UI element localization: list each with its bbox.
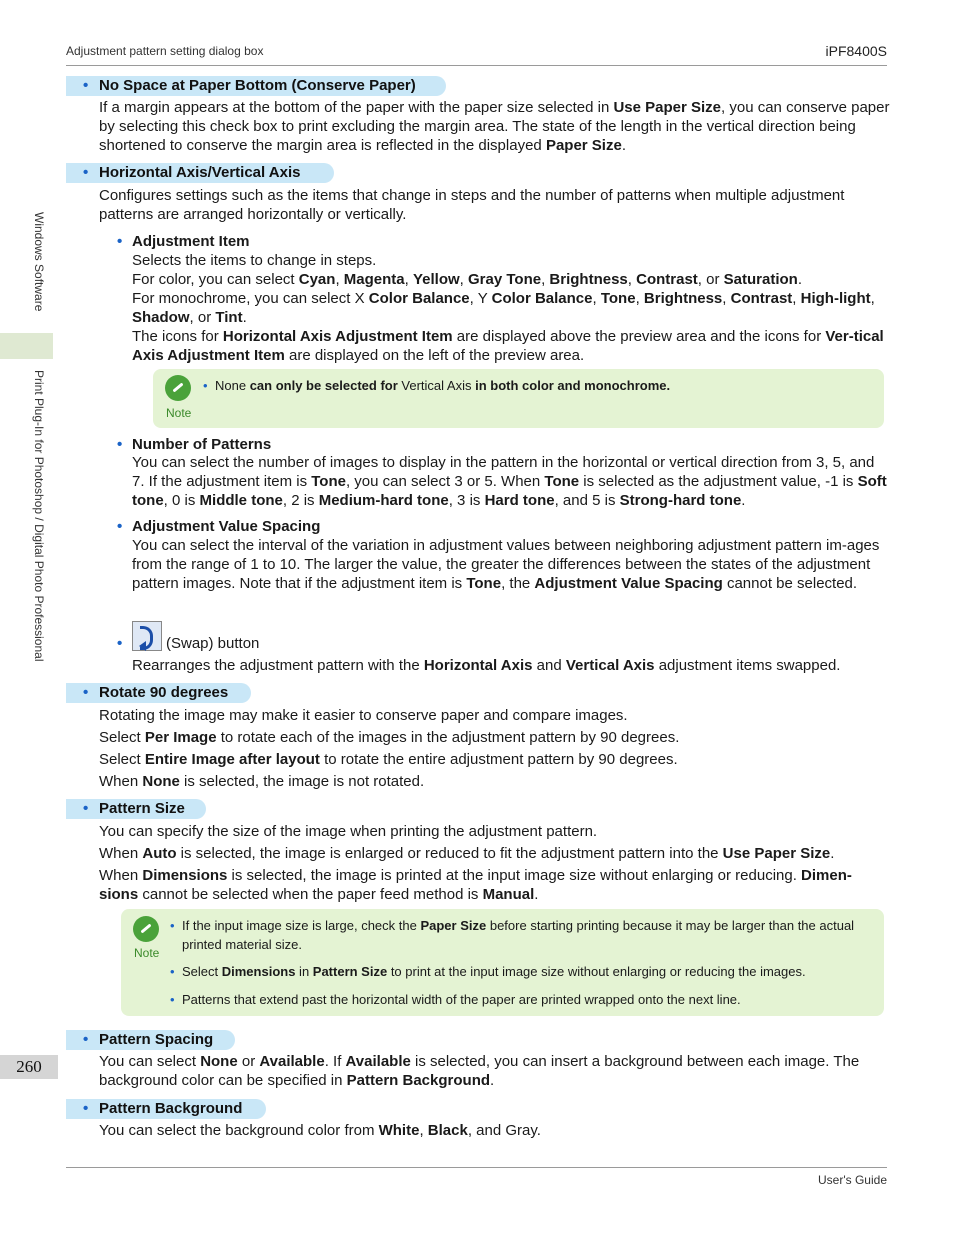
bold-term: Pattern Background	[346, 1072, 491, 1089]
running-header-model: iPF8400S	[825, 43, 887, 59]
bold-term: Paper Size	[420, 918, 487, 933]
note-item-1: • If the input image size is large, check the Paper Size before starting printing because it may be larger than the actual printed material size.	[170, 918, 855, 952]
bold-term: Contrast	[636, 271, 698, 288]
pattern-spacing-description: You can select None or Available. If Available is selected, you can insert a background between each image. The background color can be specified in Pattern Background.	[99, 1053, 860, 1089]
bold-term: Paper Size	[545, 137, 622, 154]
bold-term: Yellow	[412, 271, 460, 288]
bold-term: Brightness	[549, 271, 628, 288]
bold-term: Use Paper Size	[722, 845, 831, 862]
bold-term: Tone	[544, 473, 580, 490]
note-label: Note	[166, 406, 192, 420]
bold-term: Dimensions	[221, 964, 296, 979]
side-tab-chapter: Print Plug-In for Photoshop / Digital Photo Professional	[32, 370, 46, 662]
bold-term: Middle tone	[199, 492, 283, 509]
adjustment-value-spacing-description: You can select the interval of the variation in adjustment values between neighboring adjustment pattern im-ages from the range of 1 to 10. The larger the value, the greater the differences between the states of the adjustment pattern images. Note that if the adjustment item is Tone, the Adjustment Value Spacing cannot be selected.	[132, 537, 880, 592]
note-box-adjustment-item	[153, 369, 884, 428]
bold-term: Black	[427, 1122, 468, 1139]
bold-term: None	[200, 1053, 238, 1070]
bullet-icon: •	[170, 964, 175, 979]
bold-term: Tint	[215, 309, 243, 326]
bold-term: Pattern Size	[312, 964, 388, 979]
header-rule	[66, 65, 887, 66]
bullet-icon: •	[83, 164, 89, 181]
section-heading-pattern-spacing: • Pattern Spacing	[66, 1030, 235, 1050]
bold-term: Ver-tical Axis Adjustment Item	[132, 328, 884, 364]
bold-term: Entire Image after layout	[144, 751, 320, 768]
section-heading-axis: • Horizontal Axis/Vertical Axis	[66, 163, 334, 183]
bold-term: can only be selected for	[246, 378, 402, 393]
side-tab-section: Windows Software	[32, 212, 46, 312]
bullet-icon: •	[83, 800, 89, 817]
bold-term: Dimensions	[142, 867, 228, 884]
rotate-description-3: Select Entire Image after layout to rotate the entire adjustment pattern by 90 degrees.	[99, 751, 678, 768]
axis-description: Configures settings such as the items that change in steps and the number of patterns when multiple adjustment patterns are arranged horizontally or vertically.	[99, 187, 845, 223]
number-of-patterns-description: You can select the number of images to display in the pattern in the horizontal or vertical direction from 3, 5, and 7. If the adjustment item is Tone, you can select 3 or 5. When Tone is selected as the adjustment value, -1 is Soft tone, 0 is Middle tone, 2 is Medium-hard tone, 3 is Hard tone, and 5 is Strong-hard tone.	[132, 454, 887, 509]
bullet-icon: •	[117, 233, 123, 250]
bold-term: Soft tone	[132, 473, 887, 509]
swap-icon	[132, 621, 162, 651]
page-number: 260	[0, 1055, 58, 1079]
note-item-2: • Select Dimensions in Pattern Size to print at the input image size without enlarging or reducing the images.	[170, 964, 806, 979]
bullet-icon: •	[170, 918, 175, 933]
bullet-icon: •	[117, 635, 123, 652]
bold-term: Color Balance	[368, 290, 470, 307]
bold-term: Contrast	[730, 290, 793, 307]
note-box-pattern-size	[121, 909, 884, 1016]
bold-term: Adjustment Value Spacing	[534, 575, 723, 592]
bold-term: None	[142, 773, 180, 790]
bold-term: Medium-hard tone	[318, 492, 449, 509]
section-heading-pattern-size: • Pattern Size	[66, 799, 206, 819]
pattern-size-description-2: When Auto is selected, the image is enlarged or reduced to fit the adjustment pattern into the Use Paper Size.	[99, 845, 835, 862]
pattern-background-description: You can select the background color from White, Black, and Gray.	[99, 1122, 541, 1139]
bullet-icon: •	[117, 518, 123, 535]
bold-term: Dimen-sions	[99, 867, 852, 903]
bold-term: Color Balance	[491, 290, 593, 307]
pattern-size-description-3: When Dimensions is selected, the image is printed at the input image size without enlarging or reducing. Dimen-sions cannot be selected when the paper feed method is Manual.	[99, 867, 852, 903]
bullet-icon: •	[83, 684, 89, 701]
bullet-icon: •	[117, 436, 123, 453]
footer-rule	[66, 1167, 887, 1168]
rotate-description-1: Rotating the image may make it easier to conserve paper and compare images.	[99, 707, 628, 724]
bold-term: Tone	[600, 290, 636, 307]
bullet-icon: •	[203, 378, 208, 393]
bold-term: Hard tone	[484, 492, 555, 509]
bold-term: Available	[345, 1053, 411, 1070]
note-pencil-icon	[133, 916, 159, 942]
section-heading-conserve-paper: • No Space at Paper Bottom (Conserve Paper)	[66, 76, 446, 96]
conserve-paper-description: If a margin appears at the bottom of the paper with the paper size selected in Use Paper Size, you can conserve paper by selecting this check box to print excluding the margin area. The state of the length in the vertical direction being shortened to conserve the margin area is reflected in the displayed Paper Size.	[99, 99, 890, 154]
note-text: • None can only be selected for Vertical Axis in both color and monochrome.	[203, 378, 671, 393]
swap-button-label: (Swap) button	[166, 635, 260, 652]
bold-term: Saturation	[723, 271, 798, 288]
pattern-size-description-1: You can specify the size of the image when printing the adjustment pattern.	[99, 823, 598, 840]
note-label: Note	[134, 946, 160, 960]
bold-term: Brightness	[643, 290, 723, 307]
bold-term: Tone	[311, 473, 346, 490]
swap-description: Rearranges the adjustment pattern with the Horizontal Axis and Vertical Axis adjustment items swapped.	[132, 657, 841, 674]
adjustment-item-description: Selects the items to change in steps. For color, you can select Cyan, Magenta, Yellow, Gray Tone, Brightness, Contrast, or Saturation. For monochrome, you can select X Color Balance, Y Color Balance, Tone, Brightness, Contrast, High-light, Shadow, or Tint. The icons for Horizontal Axis Adjustment Item are displayed above the preview area and the icons for Ver-tical Axis Adjustment Item are displayed on the left of the preview area.	[132, 252, 884, 364]
bold-term: Magenta	[343, 271, 405, 288]
bold-term: Use Paper Size	[613, 99, 722, 116]
bold-term: Horizontal Axis	[423, 657, 533, 674]
bold-term: Available	[259, 1053, 325, 1070]
note-item-3: • Patterns that extend past the horizontal width of the paper are printed wrapped onto the next line.	[170, 992, 741, 1007]
bold-term: Per Image	[144, 729, 217, 746]
bold-term: Horizontal Axis Adjustment Item	[222, 328, 453, 345]
bold-term: Manual	[482, 886, 535, 903]
note-pencil-icon	[165, 375, 191, 401]
bold-term: White	[378, 1122, 420, 1139]
bold-term: Cyan	[298, 271, 336, 288]
bold-term: in both color and monochrome.	[471, 378, 671, 393]
rotate-description-4: When None is selected, the image is not rotated.	[99, 773, 425, 790]
section-heading-pattern-background: • Pattern Background	[66, 1099, 266, 1119]
footer-guide-name: User's Guide	[818, 1173, 887, 1187]
bullet-icon: •	[83, 1100, 89, 1117]
bold-term: Shadow	[132, 309, 190, 326]
rotate-description-2: Select Per Image to rotate each of the images in the adjustment pattern by 90 degrees.	[99, 729, 680, 746]
section-heading-rotate: • Rotate 90 degrees	[66, 683, 251, 703]
bullet-icon: •	[83, 77, 89, 94]
bullet-icon: •	[170, 992, 175, 1007]
bullet-icon: •	[83, 1031, 89, 1048]
running-header-title: Adjustment pattern setting dialog box	[66, 44, 264, 58]
bold-term: Vertical Axis	[565, 657, 655, 674]
bold-term: Strong-hard tone	[619, 492, 742, 509]
bold-term: Tone	[466, 575, 502, 592]
bold-term: High-light	[800, 290, 871, 307]
side-tab-marker	[0, 333, 53, 359]
bold-term: Auto	[142, 845, 177, 862]
bold-term: Gray Tone	[468, 271, 542, 288]
